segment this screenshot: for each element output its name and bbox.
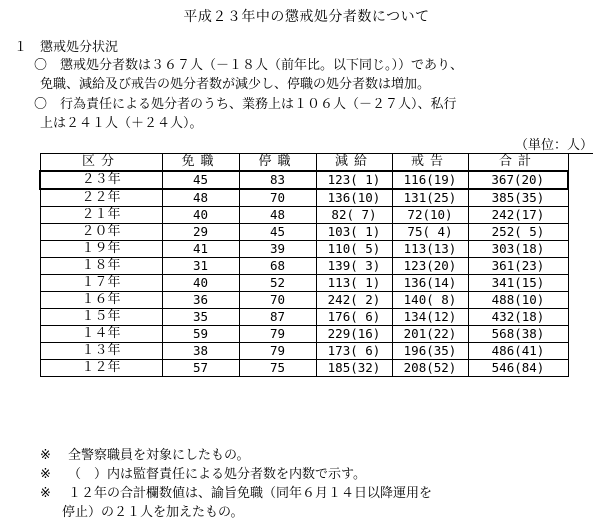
table-row	[40, 360, 568, 377]
table-cell: 140( 8)	[392, 292, 468, 309]
table-cell: 75	[239, 360, 316, 377]
table-row	[40, 326, 568, 343]
table-cell: 131(25)	[392, 189, 468, 207]
column-header: 戒告	[392, 154, 468, 172]
disciplinary-table	[39, 153, 569, 377]
table-cell: 486(41)	[468, 343, 568, 360]
table-cell: 113(13)	[392, 241, 468, 258]
row-label-cell: １６年	[40, 292, 162, 309]
table-cell: 432(18)	[468, 309, 568, 326]
table-cell: 173( 6)	[316, 343, 392, 360]
table-row	[40, 343, 568, 360]
table-row	[40, 292, 568, 309]
table-cell: 123( 1)	[316, 171, 392, 189]
column-header: 減給	[316, 154, 392, 172]
unit-label: （単位：人）	[515, 134, 593, 154]
table-cell: 185(32)	[316, 360, 392, 377]
table-cell: 68	[239, 258, 316, 275]
paragraph-line: 〇 行為責任による処分者のうち、業務上は１０６人（－２７人）、私行	[34, 97, 457, 112]
table-row	[40, 309, 568, 326]
table-cell: 59	[162, 326, 239, 343]
note-mark: ※	[40, 486, 51, 501]
table-cell: 35	[162, 309, 239, 326]
table-cell: 229(16)	[316, 326, 392, 343]
notes	[40, 446, 432, 522]
table-cell: 123(20)	[392, 258, 468, 275]
section-heading: １ 懲戒処分状況	[14, 40, 119, 55]
table-cell: 83	[239, 171, 316, 189]
table-cell: 252( 5)	[468, 224, 568, 241]
table-cell: 38	[162, 343, 239, 360]
column-header: 停職	[239, 154, 316, 172]
table-cell: 341(15)	[468, 275, 568, 292]
table-row	[40, 258, 568, 275]
note-text: 全警察職員を対象にしたもの。	[68, 448, 250, 463]
row-label-cell: １８年	[40, 258, 162, 275]
table-cell: 79	[239, 326, 316, 343]
table-cell: 48	[239, 207, 316, 224]
table-cell: 40	[162, 207, 239, 224]
table-cell: 110( 5)	[316, 241, 392, 258]
table-cell: 136(14)	[392, 275, 468, 292]
table-row	[40, 241, 568, 258]
table-cell: 139( 3)	[316, 258, 392, 275]
note-continuation: 停止）の２１人を加えたもの。	[62, 505, 244, 520]
table-cell: 79	[239, 343, 316, 360]
table-row	[40, 207, 568, 224]
paragraph-line: 〇 懲戒処分者数は３６７人（－１８人（前年比。以下同じ。））であり、	[34, 58, 464, 73]
table-cell: 361(23)	[468, 258, 568, 275]
note-item	[40, 465, 432, 484]
table-cell: 75( 4)	[392, 224, 468, 241]
paragraph-line: 上は２４１人（＋２４人）。	[40, 116, 203, 131]
row-label-cell: ２１年	[40, 207, 162, 224]
table-row	[40, 275, 568, 292]
table-cell: 568(38)	[468, 326, 568, 343]
table-cell: 36	[162, 292, 239, 309]
table-cell: 103( 1)	[316, 224, 392, 241]
row-label-cell: １９年	[40, 241, 162, 258]
row-label-cell: １２年	[40, 360, 162, 377]
table-cell: 57	[162, 360, 239, 377]
table-cell: 367(20)	[468, 171, 568, 189]
row-label-cell: １５年	[40, 309, 162, 326]
row-label-cell: １７年	[40, 275, 162, 292]
table-cell: 116(19)	[392, 171, 468, 189]
table-row	[40, 224, 568, 241]
table-cell: 39	[239, 241, 316, 258]
summary-paragraph-2	[34, 95, 457, 133]
table-cell: 196(35)	[392, 343, 468, 360]
table-cell: 546(84)	[468, 360, 568, 377]
column-header: 免職	[162, 154, 239, 172]
row-label-cell: ２０年	[40, 224, 162, 241]
table-cell: 40	[162, 275, 239, 292]
column-header: 区分	[40, 154, 162, 172]
table-header-row	[40, 154, 568, 172]
table-cell: 45	[239, 224, 316, 241]
table-cell: 201(22)	[392, 326, 468, 343]
table-row	[40, 189, 568, 207]
page-title: 平成２３年中の懲戒処分者数について	[183, 9, 430, 25]
note-mark: ※	[40, 448, 51, 463]
table-cell: 242( 2)	[316, 292, 392, 309]
table-cell: 45	[162, 171, 239, 189]
summary-paragraph-1	[34, 56, 463, 94]
table-cell: 82( 7)	[316, 207, 392, 224]
table-cell: 48	[162, 189, 239, 207]
table-cell: 29	[162, 224, 239, 241]
row-label-cell: ２２年	[40, 189, 162, 207]
table-cell: 41	[162, 241, 239, 258]
column-header: 合計	[468, 154, 568, 172]
table-cell: 134(12)	[392, 309, 468, 326]
table-cell: 385(35)	[468, 189, 568, 207]
table-cell: 176( 6)	[316, 309, 392, 326]
table-row	[40, 171, 568, 189]
table-cell: 208(52)	[392, 360, 468, 377]
table-cell: 488(10)	[468, 292, 568, 309]
table-cell: 70	[239, 292, 316, 309]
table-cell: 242(17)	[468, 207, 568, 224]
table-cell: 70	[239, 189, 316, 207]
table-cell: 72(10)	[392, 207, 468, 224]
paragraph-line: 免職、減給及び戒告の処分者数が減少し、停職の処分者数は増加。	[40, 77, 431, 92]
table-cell: 113( 1)	[316, 275, 392, 292]
table-cell: 136(10)	[316, 189, 392, 207]
row-label-cell: ２３年	[40, 171, 162, 189]
note-text: （ ）内は監督責任による処分者数を内数で示す。	[68, 467, 366, 482]
row-label-cell: １４年	[40, 326, 162, 343]
row-label-cell: １３年	[40, 343, 162, 360]
table-cell: 87	[239, 309, 316, 326]
note-mark: ※	[40, 467, 51, 482]
table-cell: 31	[162, 258, 239, 275]
table-cell: 52	[239, 275, 316, 292]
note-item	[40, 446, 432, 465]
note-text: １２年の合計欄数値は、諭旨免職（同年６月１４日以降運用を	[68, 486, 433, 501]
note-item	[40, 484, 432, 503]
table-cell: 303(18)	[468, 241, 568, 258]
